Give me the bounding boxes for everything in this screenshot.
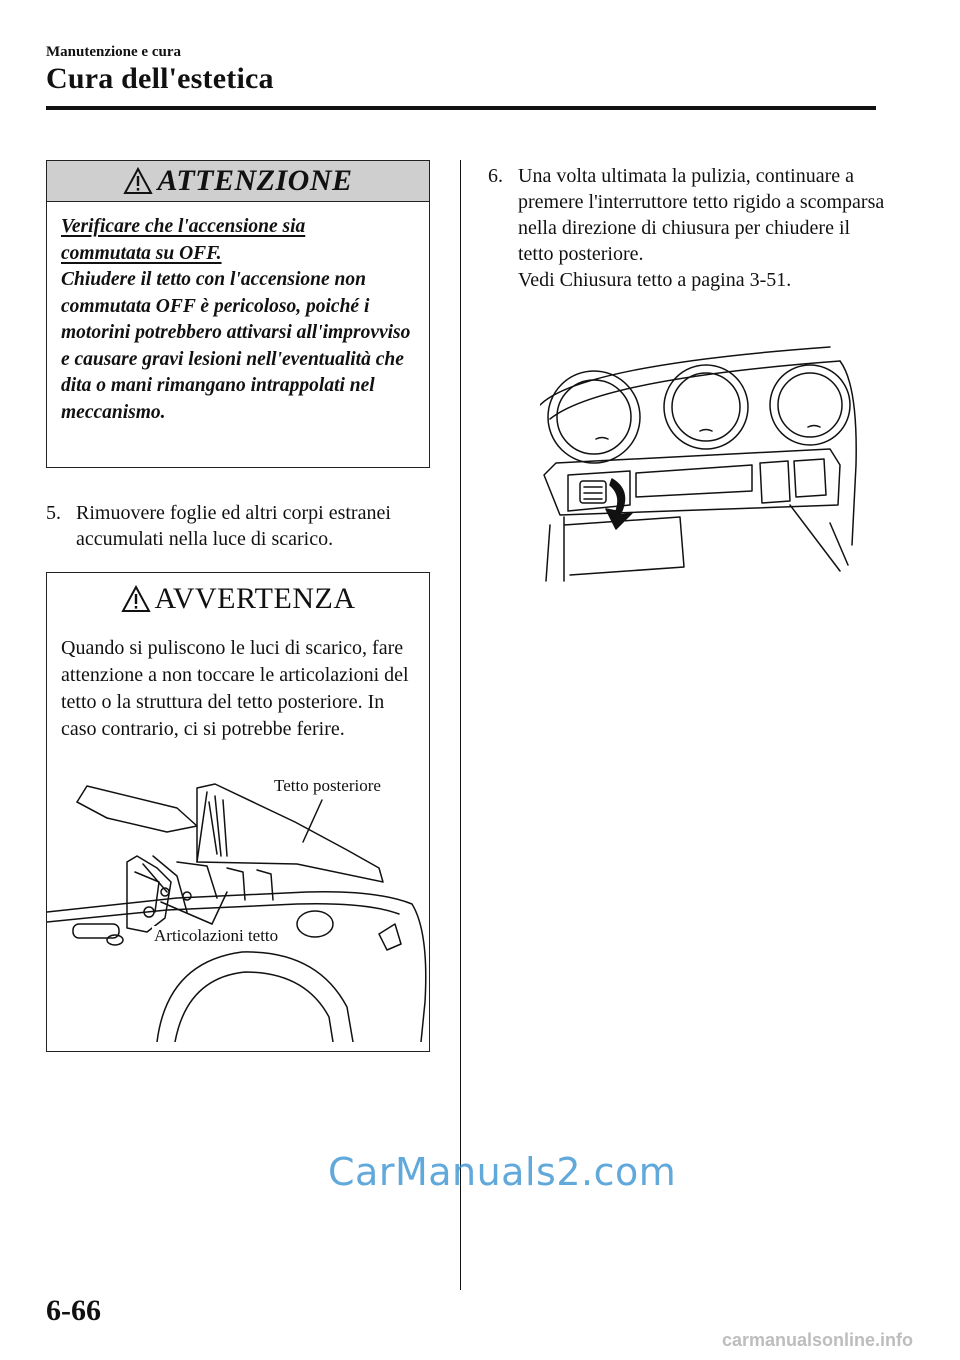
watermark: CarManuals2.com xyxy=(328,1150,677,1194)
attention-line1: Verificare che l'accensione sia xyxy=(61,216,306,237)
warning-title: AVVERTENZA xyxy=(154,582,356,615)
step-5-text: Rimuovere foglie ed altri corpi estranei accumulati nella luce di scarico. xyxy=(76,502,391,550)
warning-header xyxy=(47,579,429,619)
step-5 xyxy=(46,500,436,552)
section-label: Manutenzione e cura xyxy=(46,44,181,60)
step-6-text: Una volta ultimata la pulizia, continuare a premere l'interruttore tetto rigido a scomparsa nella direzione di chiusura per chiudere il tetto posteriore. xyxy=(518,165,885,265)
page-number: 6-66 xyxy=(46,1294,101,1327)
step-6-reference: Vedi Chiusura tetto a pagina 3-51. xyxy=(518,269,792,291)
attention-text: Chiudere il tetto con l'accensione non commutata OFF è pericoloso, poiché i motorini potrebbero attivarsi all'improvviso e causare gravi lesioni nell'eventualità che dita o mani rimangano intrappolati nel meccanismo. xyxy=(61,269,411,423)
step-6-number: 6. xyxy=(488,165,503,187)
attention-body xyxy=(47,202,429,426)
attention-line2: commutata su OFF. xyxy=(61,242,222,264)
page-title: Cura dell'estetica xyxy=(46,62,274,95)
warning-triangle-icon xyxy=(123,167,153,195)
warning-triangle-icon xyxy=(121,585,151,613)
attention-header xyxy=(47,161,429,202)
roof-switch-illustration xyxy=(540,345,860,585)
caption-rear-roof: Tetto posteriore xyxy=(274,776,381,795)
step-5-number: 5. xyxy=(46,502,61,524)
column-divider xyxy=(460,160,461,1290)
step-6 xyxy=(488,163,888,293)
attention-title: ATTENZIONE xyxy=(157,164,353,197)
roof-joints-illustration xyxy=(47,772,429,1042)
attention-box xyxy=(46,160,430,468)
site-watermark: carmanualsonline.info xyxy=(722,1330,914,1350)
warning-text: Quando si puliscono le luci di scarico, fare attenzione a non toccare le articolazioni del tetto o la struttura del tetto posteriore. In caso contrario, ci si potrebbe ferire. xyxy=(61,637,409,740)
caption-roof-joints: Articolazioni tetto xyxy=(154,926,279,945)
header-rule xyxy=(46,106,876,110)
